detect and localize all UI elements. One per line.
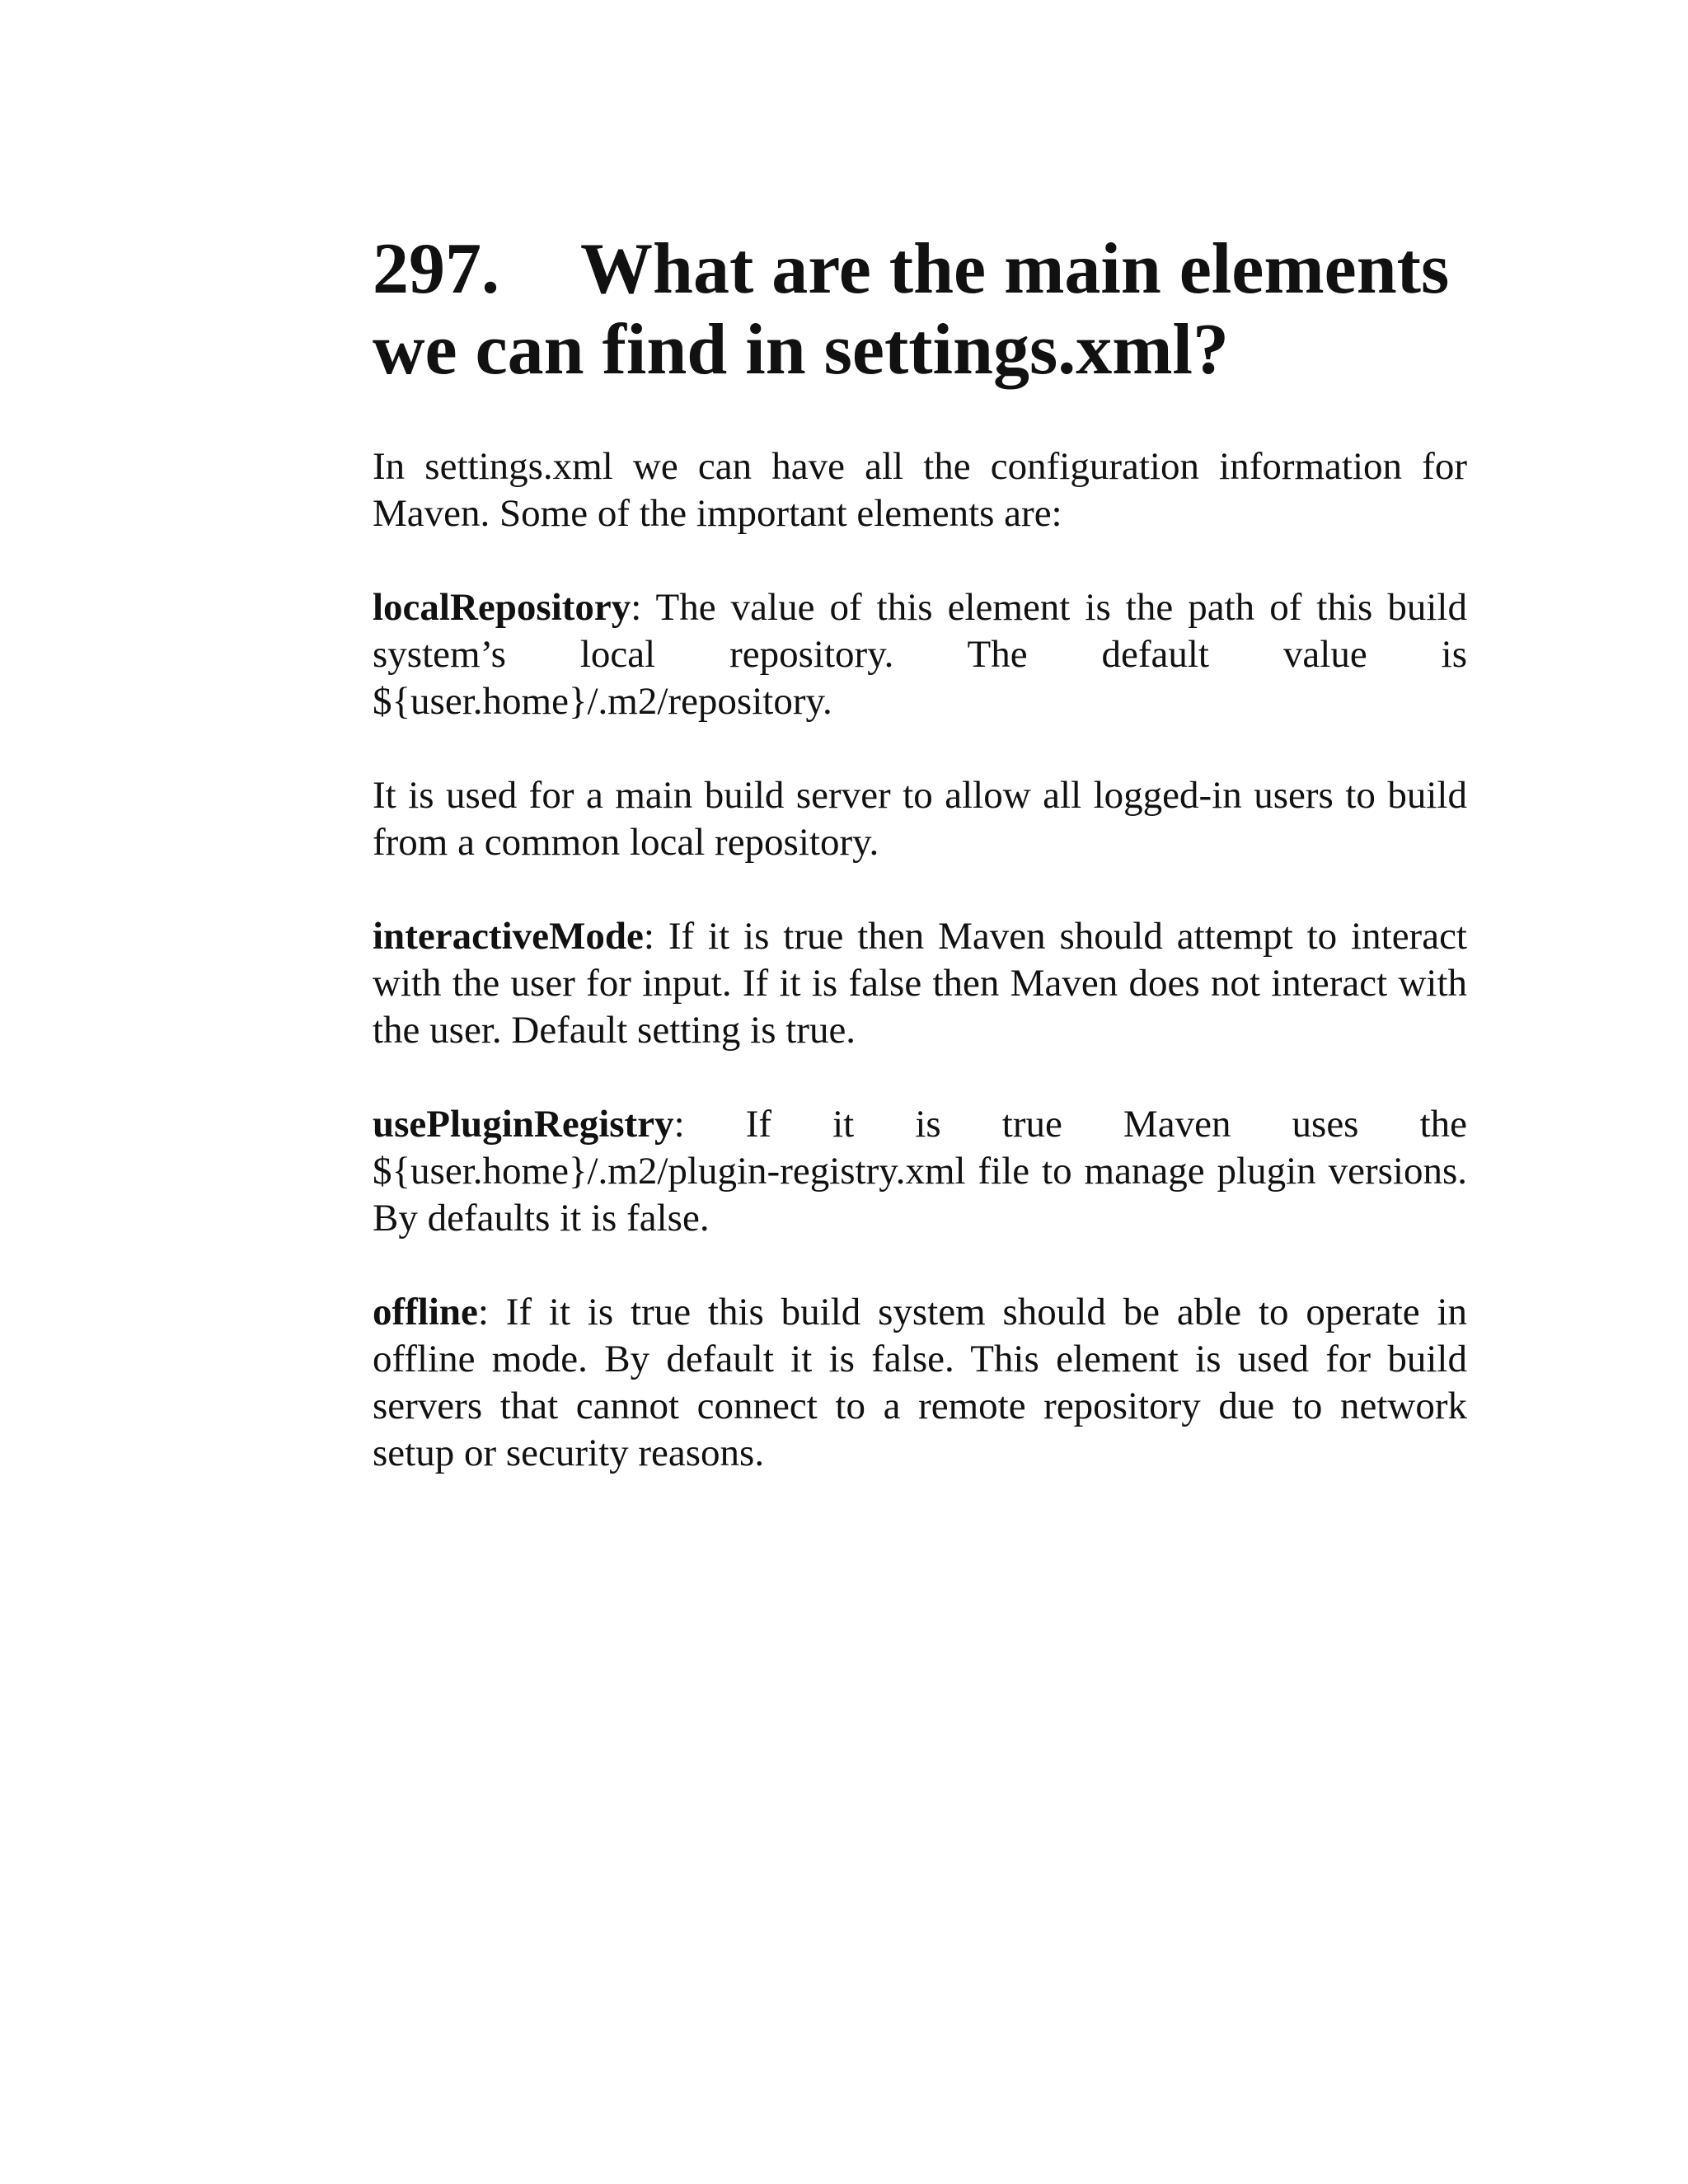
offline-description: : If it is true this build system should be able to operate in offline mode. By default it is false. This element is used for build servers that cannot connect to a remote repository due to network setup or security reasons. <box>373 1291 1467 1474</box>
build-server-description: It is used for a main build server to allow all logged-in users to build from a common local repository. <box>373 774 1467 864</box>
offline-paragraph <box>373 1289 1467 1477</box>
local-repository-term: localRepository <box>373 586 631 629</box>
interactive-mode-paragraph <box>373 913 1467 1054</box>
use-plugin-registry-description: : If it is true Maven uses the ${user.home}/.m2/plugin-registry.xml file to manage plugin versions. By defaults it is false. <box>373 1103 1467 1240</box>
question-heading <box>373 229 1467 391</box>
local-repository-description: : The value of this element is the path of this build system’s local repository. The default value is ${user.home}/.m2/repository. <box>373 586 1467 723</box>
interactive-mode-term: interactiveMode <box>373 915 644 958</box>
build-server-paragraph <box>373 772 1467 866</box>
document-page <box>373 229 1467 1477</box>
intro-paragraph: In settings.xml we can have all the configuration information for Maven. Some of the important elements are: <box>373 445 1467 535</box>
local-repository-paragraph <box>373 584 1467 725</box>
use-plugin-registry-term: usePluginRegistry <box>373 1103 674 1146</box>
question-number: 297. <box>373 229 499 309</box>
interactive-mode-description: : If it is true then Maven should attempt to interact with the user for input. If it is false then Maven does not interact with the user. Default setting is true. <box>373 915 1467 1052</box>
offline-term: offline <box>373 1291 478 1333</box>
use-plugin-registry-paragraph <box>373 1101 1467 1242</box>
question-title: What are the main elements we can find in settings.xml? <box>373 229 1450 390</box>
